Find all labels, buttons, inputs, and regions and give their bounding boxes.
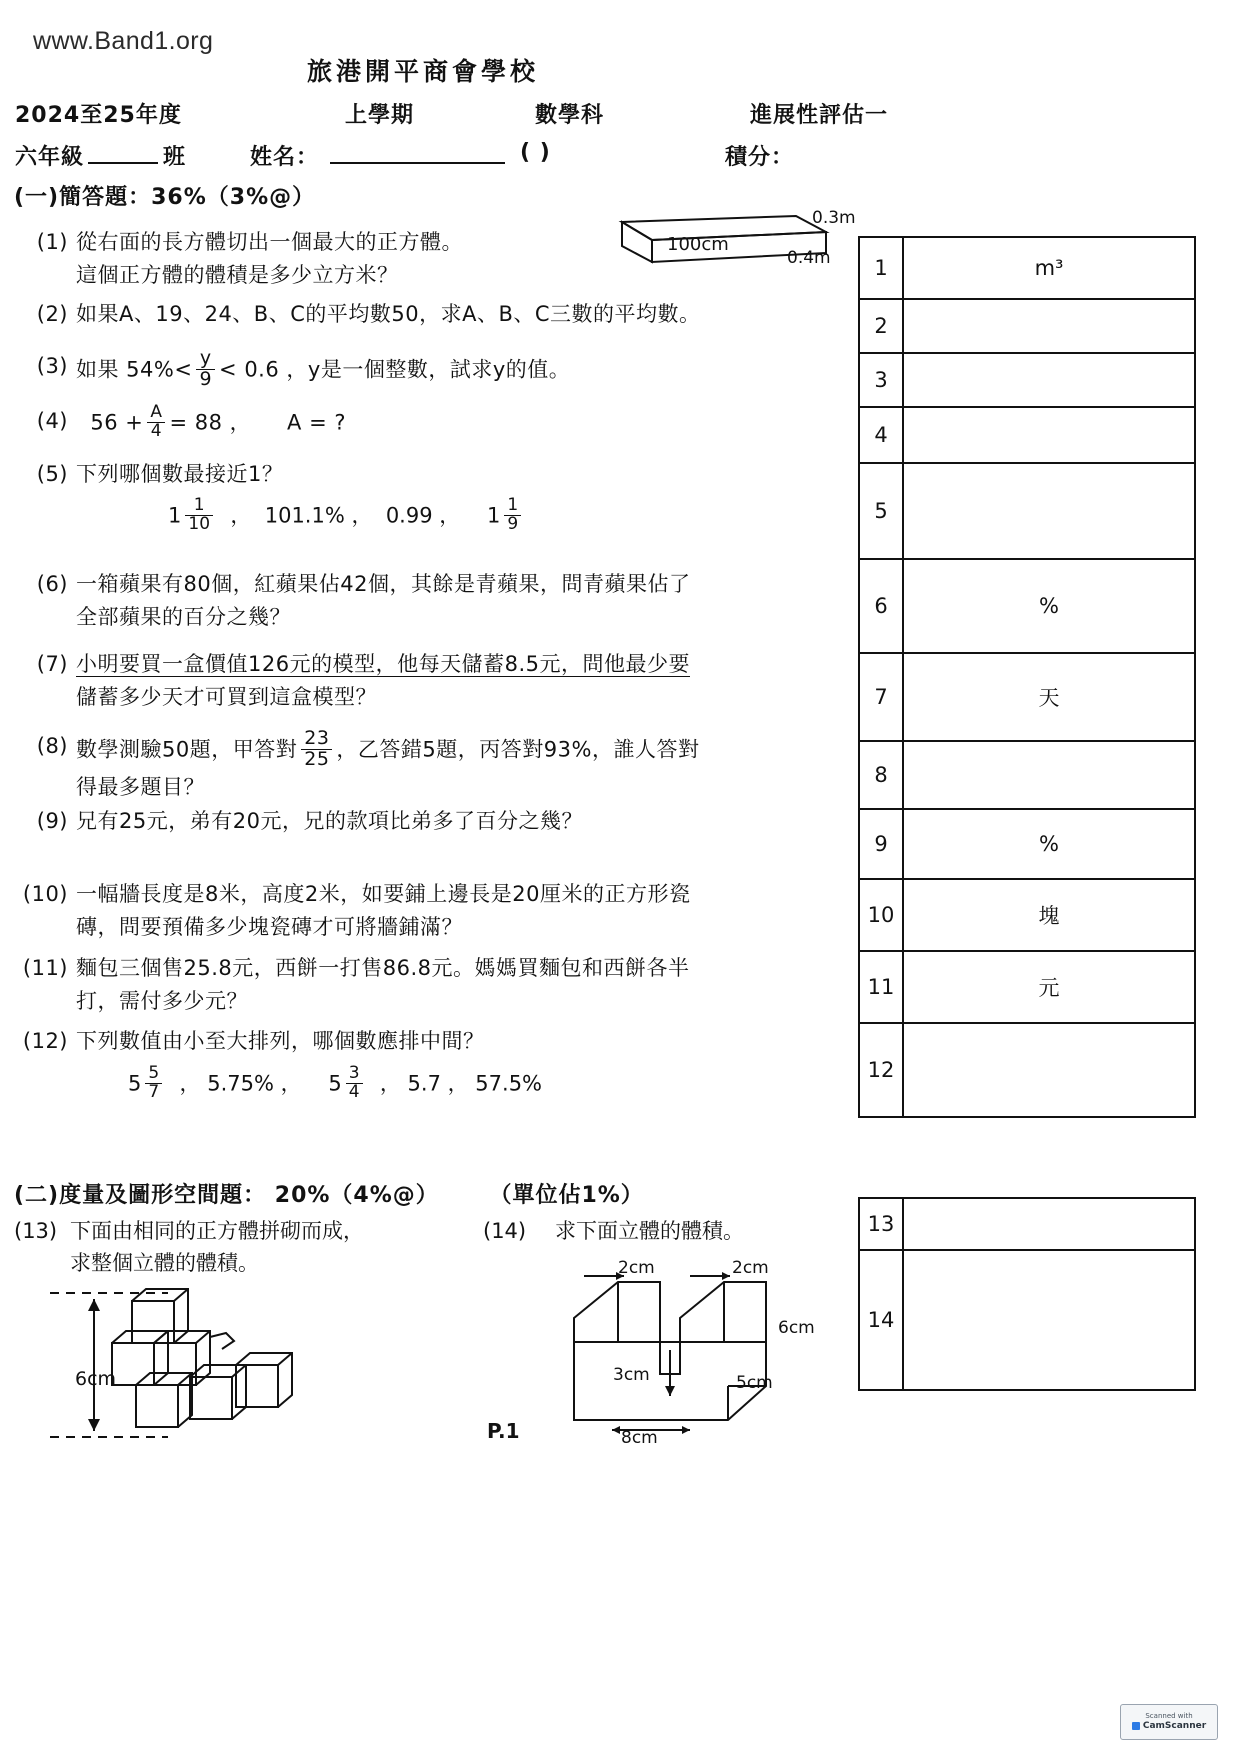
q13-label-height: 6cm <box>75 1368 117 1390</box>
question-10-line-2: 磚，問要預備多少塊瓷磚才可將牆鋪滿？ <box>76 915 463 939</box>
answer-row-unit <box>904 742 1194 808</box>
answer-row-unit <box>904 1251 1194 1389</box>
question-4 <box>14 402 814 442</box>
table-row[interactable] <box>860 880 1194 952</box>
answer-row-unit <box>904 464 1194 558</box>
question-5-number: (5) <box>36 462 68 486</box>
section-b-note: （單位佔1%） <box>489 1183 644 1208</box>
assessment-title: 進展性評估一 <box>750 103 889 128</box>
question-3-text: 如果 54%< $\frac{y}{9}$ < 0.6 ，y是一個整數，試求y的值。 <box>76 347 571 390</box>
class-blank-line[interactable] <box>88 162 158 164</box>
header-row-2 <box>0 140 1240 170</box>
question-12-options: 5 $\frac{5}{7}$ ， 5.75% ， 5 $\frac{3}{4}$ ， 5.7 ， 57.5% <box>128 1063 543 1102</box>
table-row[interactable] <box>860 300 1194 354</box>
question-1-line-1: 從右面的長方體切出一個最大的正方體。 <box>76 230 463 254</box>
table-row[interactable] <box>860 560 1194 654</box>
question-11 <box>14 952 834 1018</box>
question-11-number: (11) <box>22 956 68 980</box>
question-9 <box>14 805 834 838</box>
q14-label-inner: 3cm <box>613 1365 650 1385</box>
question-6-number: (6) <box>36 572 68 596</box>
table-row[interactable] <box>860 1199 1194 1251</box>
name-blank-line[interactable] <box>330 162 505 164</box>
page-number: P.1 <box>487 1419 520 1443</box>
camscanner-brand-row <box>1132 1721 1206 1732</box>
answer-row-index: 14 <box>860 1251 904 1389</box>
question-10-line-1: 一幅牆長度是8米，高度2米，如要鋪上邊長是20厘米的正方形瓷 <box>76 882 691 906</box>
question-13 <box>14 1215 364 1279</box>
question-1-line-2: 這個正方體的體積是多少立方米？ <box>76 263 399 287</box>
answer-row-index: 9 <box>860 810 904 878</box>
question-11-line-2: 打，需付多少元？ <box>76 989 248 1013</box>
answer-row-unit: 塊 <box>1038 904 1060 928</box>
q14-label-bottom: 8cm <box>621 1428 658 1448</box>
class-label: 班 <box>163 145 187 170</box>
question-1-number: (1) <box>36 230 68 254</box>
table-row[interactable] <box>860 1251 1194 1391</box>
answer-row-index: 12 <box>860 1024 904 1116</box>
question-14-number: (14) <box>483 1219 527 1243</box>
watermark-band1: www.Band1.org <box>33 27 214 55</box>
question-6-line-2: 全部蘋果的百分之幾？ <box>76 605 291 629</box>
question-5-line-1: 下列哪個數最接近1？ <box>76 462 284 486</box>
question-4-number: (4) <box>36 409 68 433</box>
section-b-title-text: (二)度量及圖形空間題： 20%（4%@） <box>14 1183 439 1208</box>
table-row[interactable] <box>860 810 1194 880</box>
class-number-paren: ( ) <box>520 140 551 165</box>
camscanner-badge <box>1120 1704 1218 1740</box>
table-row[interactable] <box>860 1024 1194 1118</box>
section-b-title <box>14 1178 644 1209</box>
subject: 數學科 <box>535 103 605 128</box>
camscanner-scanned-with: Scanned with <box>1145 1712 1193 1721</box>
answer-row-unit: % <box>1039 594 1059 618</box>
fraction-3-over-4: $\frac{3}{4}$ <box>346 1065 363 1102</box>
question-3 <box>14 347 814 391</box>
question-9-line-1: 兄有25元，弟有20元，兄的款項比弟多了百分之幾？ <box>76 809 583 833</box>
answer-row-unit <box>904 1199 1194 1249</box>
table-row[interactable] <box>860 408 1194 464</box>
answer-row-index: 6 <box>860 560 904 652</box>
q14-label-top-right: 2cm <box>732 1258 769 1278</box>
grade-label: 六年級 <box>15 145 85 170</box>
question-12-line-1: 下列數值由小至大排列，哪個數應排中間？ <box>76 1029 485 1053</box>
question-8 <box>14 727 834 804</box>
question-14-line-1: 求下面立體的體積。 <box>555 1219 744 1243</box>
question-1 <box>14 226 574 292</box>
q1-label-top: 0.3m <box>812 208 856 228</box>
question-5-options: 1 $\frac{1}{10}$ ， 101.1% ， 0.99 ， 1 $\frac{1}{9}$ <box>168 498 525 535</box>
answer-row-unit <box>904 300 1194 352</box>
question-12-number: (12) <box>22 1029 68 1053</box>
answer-row-index: 7 <box>860 654 904 740</box>
table-row[interactable] <box>860 464 1194 560</box>
q14-label-right: 6cm <box>778 1318 815 1338</box>
school-year: 2024至25年度 <box>15 103 182 128</box>
answer-row-index: 1 <box>860 238 904 298</box>
answer-row-unit: 天 <box>1038 686 1060 710</box>
question-13-line-2: 求整個立體的體積。 <box>70 1251 259 1275</box>
answer-row-index: 5 <box>860 464 904 558</box>
answer-row-unit: m³ <box>1034 256 1064 280</box>
fraction-1-over-9: $\frac{1}{9}$ <box>504 497 521 534</box>
question-14 <box>483 1215 744 1247</box>
question-2 <box>14 298 814 331</box>
answer-row-index: 8 <box>860 742 904 808</box>
answer-row-unit: 元 <box>1038 976 1060 1000</box>
answer-row-index: 4 <box>860 408 904 462</box>
school-name: 旅港開平商會學校 <box>307 57 540 86</box>
table-row[interactable] <box>860 742 1194 810</box>
answer-table-part-b <box>858 1197 1196 1391</box>
question-7-line-1: 小明要買一盒價值126元的模型，他每天儲蓄8.5元，問他最少要 <box>76 652 690 676</box>
answer-row-unit: % <box>1039 832 1059 856</box>
question-7-number: (7) <box>36 652 68 676</box>
term: 上學期 <box>345 103 415 128</box>
question-6 <box>14 568 814 634</box>
fraction-23-over-25: $\frac{23}{25}$ <box>301 729 332 770</box>
answer-row-index: 11 <box>860 952 904 1022</box>
question-2-line-1: 如果A、19、24、B、C的平均數50，求A、B、C三數的平均數。 <box>76 302 701 326</box>
question-11-line-1: 麵包三個售25.8元，西餅一打售86.8元。媽媽買麵包和西餅各半 <box>76 956 690 980</box>
question-10 <box>14 878 834 944</box>
table-row[interactable] <box>860 654 1194 742</box>
question-8-number: (8) <box>36 734 68 758</box>
fraction-1-over-10: $\frac{1}{10}$ <box>185 497 213 534</box>
q1-label-front: 100cm <box>667 234 729 255</box>
header-row-1 <box>0 98 1240 126</box>
question-8-text: 數學測驗50題，甲答對 $\frac{23}{25}$ ，乙答錯5題，丙答對93%，誰人答對 得最多題目？ <box>76 727 700 799</box>
score-label: 積分： <box>725 145 795 170</box>
question-9-number: (9) <box>36 809 68 833</box>
question-5 <box>14 458 814 491</box>
question-4-text: 56 + $\frac{A}{4}$ = 88 ， A = ? <box>76 402 346 441</box>
question-7 <box>14 648 814 714</box>
question-6-line-1: 一箱蘋果有80個，紅蘋果佔42個，其餘是青蘋果，問青蘋果佔了 <box>76 572 691 596</box>
question-13-number: (13) <box>14 1219 58 1243</box>
fraction-a-over-4: $\frac{A}{4}$ <box>147 404 165 441</box>
fraction-y-over-9: $\frac{y}{9}$ <box>196 349 215 390</box>
q14-label-top-left: 2cm <box>618 1258 655 1278</box>
answer-row-index: 2 <box>860 300 904 352</box>
question-7-line-2: 儲蓄多少天才可買到這盒模型？ <box>76 685 377 709</box>
q14-label-depth: 5cm <box>736 1373 773 1393</box>
q13-cube-stack-figure <box>50 1285 350 1445</box>
answer-row-index: 3 <box>860 354 904 406</box>
answer-row-index: 13 <box>860 1199 904 1249</box>
question-13-line-1: 下面由相同的正方體拼砌而成， <box>70 1219 364 1243</box>
table-row[interactable] <box>860 952 1194 1024</box>
question-2-number: (2) <box>36 302 68 326</box>
q1-label-side: 0.4m <box>787 248 831 268</box>
camscanner-logo-icon <box>1132 1722 1140 1730</box>
answer-table-part-a <box>858 236 1196 1118</box>
q14-solid-figure <box>560 1262 810 1442</box>
fraction-5-over-7: $\frac{5}{7}$ <box>145 1065 162 1102</box>
table-row[interactable] <box>860 354 1194 408</box>
table-row[interactable] <box>860 238 1194 300</box>
section-a-title: (一)簡答題：36%（3%@） <box>14 185 316 210</box>
question-12 <box>14 1025 834 1058</box>
answer-row-unit <box>904 354 1194 406</box>
camscanner-brand: CamScanner <box>1142 1720 1207 1731</box>
question-10-number: (10) <box>22 882 68 906</box>
answer-row-index: 10 <box>860 880 904 950</box>
name-label: 姓名： <box>250 145 320 170</box>
question-3-number: (3) <box>36 354 68 378</box>
answer-row-unit <box>904 408 1194 462</box>
answer-row-unit <box>904 1024 1194 1116</box>
